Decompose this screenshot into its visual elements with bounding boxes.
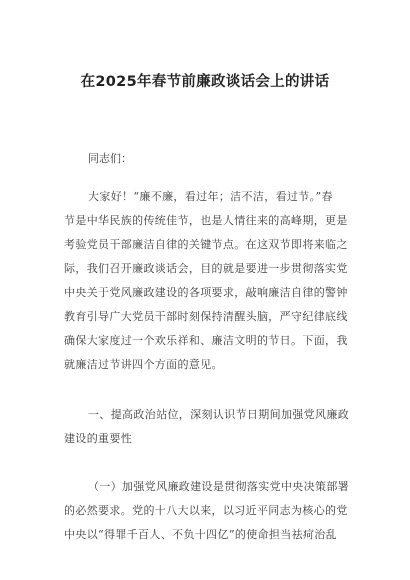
paragraph-line: 教育引导广大党员干部时刻保持清醒头脑，严守纪律底线 <box>64 310 348 323</box>
salutation: 同志们： <box>88 152 132 165</box>
paragraph-line: （一）加强党风廉政建设是贯彻落实党中央决策部署 <box>88 480 350 493</box>
paragraph-line: 的必然要求。党的十八大以来，以习近平同志为核心的党 <box>64 504 348 517</box>
paragraph-line: 考验党员干部廉洁自律的关键节点。在这双节即将来临之 <box>64 238 348 251</box>
paragraph-line: 中央以“得罪千百人、不负十四亿”的使命担当祛疴治乱 <box>64 528 337 541</box>
paragraph-line: 中央关于党风廉政建设的各项要求，敲响廉洁自律的警钟 <box>64 286 348 299</box>
paragraph-line: 节是中华民族的传统佳节，也是人情往来的高峰期，更是 <box>64 214 348 227</box>
paragraph-line: 际，我们召开廉政谈话会，目的就是要进一步贯彻落实党 <box>64 262 348 275</box>
paragraph-line: 大家好！“廉不廉，看过年；洁不洁，看过节。”春 <box>88 190 333 203</box>
document-title: 在2025年春节前廉政谈话会上的讲话 <box>80 74 330 90</box>
paragraph-line: 确保大家度过一个欢乐祥和、廉洁文明的节日。下面，我 <box>64 334 348 347</box>
section-heading-line: 一、提高政治站位，深刻认识节日期间加强党风廉政 <box>88 408 350 421</box>
section-heading-line: 建设的重要性 <box>64 432 133 445</box>
paragraph-line: 就廉洁过节讲四个方面的意见。 <box>64 358 223 371</box>
